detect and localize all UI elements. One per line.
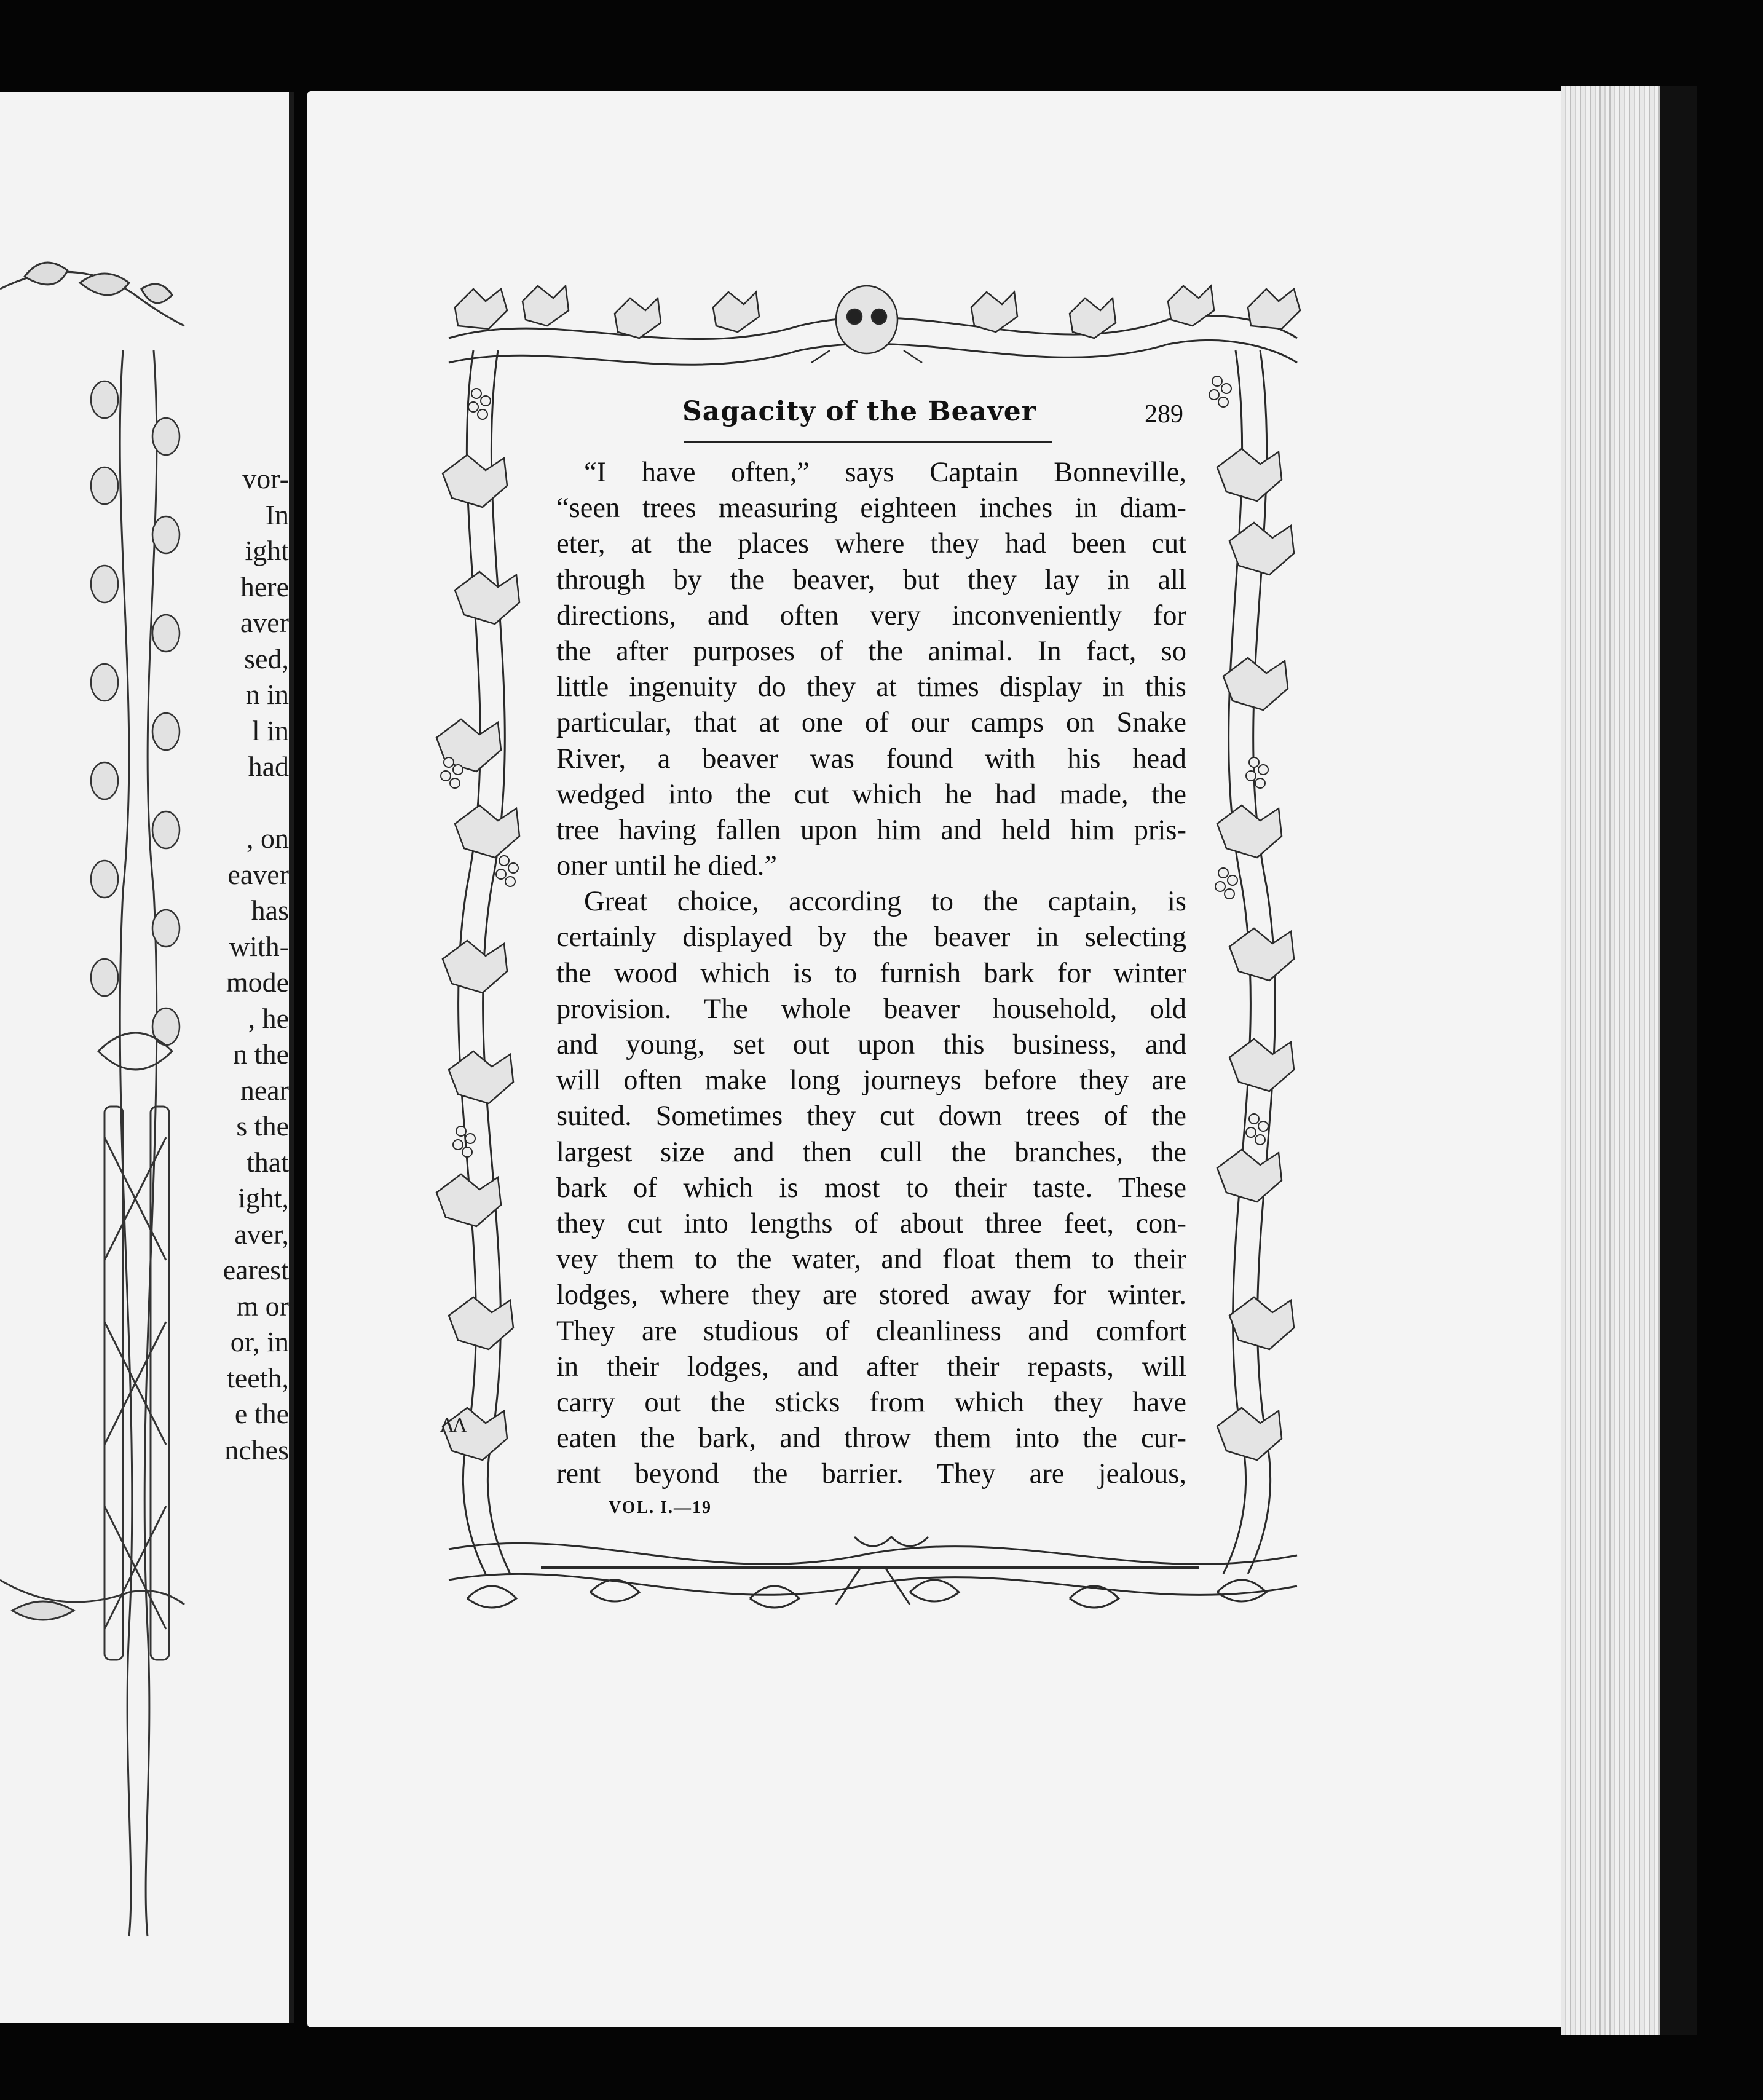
left-line: aver	[240, 607, 289, 638]
left-line: , he	[248, 1002, 289, 1034]
left-line: sed,	[244, 642, 289, 674]
text-line: eaten the bark, and throw them into the cur-	[556, 1423, 1186, 1455]
text-line: tree having fallen upon him and held him pris-	[556, 814, 1186, 846]
left-line: e the	[234, 1398, 289, 1429]
left-line: teeth,	[227, 1362, 289, 1394]
left-page	[0, 92, 294, 2023]
text-line: largest size and then cull the branches, the	[556, 1136, 1186, 1168]
text-line: certainly displayed by the beaver in selecting	[556, 922, 1186, 953]
text-line: Great choice, according to the captain, is	[584, 886, 1186, 918]
running-head: Sagacity of the Beaver	[682, 396, 1036, 427]
book-cover-edge	[1660, 86, 1697, 2035]
running-head-container	[682, 396, 1051, 433]
header-rule	[684, 441, 1052, 443]
left-line: vor-	[242, 463, 289, 494]
text-line: “seen trees measuring eighteen inches in diam-	[556, 492, 1186, 524]
text-line: they cut into lengths of about three feet, con-	[556, 1207, 1186, 1239]
left-line: near	[240, 1074, 289, 1106]
left-line: has	[251, 894, 289, 926]
page-number: 289	[1145, 400, 1183, 428]
text-line: little ingenuity do they at times display in this	[556, 671, 1186, 703]
text-line: directions, and often very inconveniently for	[556, 599, 1186, 631]
text-line: suited. Sometimes they cut down trees of the	[556, 1100, 1186, 1132]
text-line: eter, at the places where they had been cut	[556, 528, 1186, 560]
text-line: lodges, where they are stored away for winter.	[556, 1279, 1186, 1311]
left-line: mode	[226, 966, 289, 998]
artist-monogram: ΛΛ	[440, 1414, 465, 1437]
text-line: They are studious of cleanliness and comfort	[556, 1315, 1186, 1347]
text-line: oner until he died.”	[556, 850, 777, 882]
left-line: nches	[224, 1434, 289, 1466]
text-line: rent beyond the barrier. They are jealous,	[556, 1458, 1186, 1490]
body-text	[556, 455, 1186, 1492]
left-line: In	[265, 499, 289, 531]
text-line: bark of which is most to their taste. These	[556, 1172, 1186, 1204]
left-line: n in	[245, 679, 289, 710]
left-line: eaver	[227, 858, 289, 890]
text-line: River, a beaver was found with his head	[556, 743, 1186, 775]
left-line: s the	[236, 1110, 289, 1142]
left-line: l in	[251, 714, 289, 746]
text-line: “I have often,” says Captain Bonneville,	[584, 457, 1186, 488]
left-line: here	[240, 570, 289, 602]
text-line: will often make long journeys before they are	[556, 1065, 1186, 1097]
left-line: ight,	[237, 1182, 289, 1214]
volume-signature: VOL. I.—19	[609, 1498, 712, 1517]
left-line: that	[247, 1146, 289, 1178]
left-line: earest	[223, 1254, 289, 1285]
text-line: wedged into the cut which he had made, the	[556, 778, 1186, 810]
left-line: , on	[247, 823, 289, 854]
left-line: with-	[229, 930, 289, 962]
text-line: in their lodges, and after their repasts, will	[556, 1351, 1186, 1383]
text-line: vey them to the water, and float them to their	[556, 1244, 1186, 1276]
left-line: m or	[236, 1290, 289, 1322]
text-line: provision. The whole beaver household, old	[556, 993, 1186, 1025]
left-line: n the	[233, 1038, 289, 1070]
text-line: carry out the sticks from which they have	[556, 1386, 1186, 1418]
text-line: the after purposes of the animal. In fact, so	[556, 635, 1186, 667]
text-line: and young, set out upon this business, and	[556, 1029, 1186, 1060]
text-line: through by the beaver, but they lay in all	[556, 564, 1186, 596]
left-line: ight	[245, 535, 289, 566]
left-line: had	[248, 751, 289, 782]
text-line: particular, that at one of our camps on Snake	[556, 707, 1186, 739]
left-line: aver,	[234, 1218, 289, 1250]
text-line: the wood which is to furnish bark for winter	[556, 957, 1186, 989]
left-page-text-fragments	[203, 461, 289, 1468]
left-line-blank	[203, 785, 289, 821]
left-line: or, in	[230, 1326, 289, 1357]
